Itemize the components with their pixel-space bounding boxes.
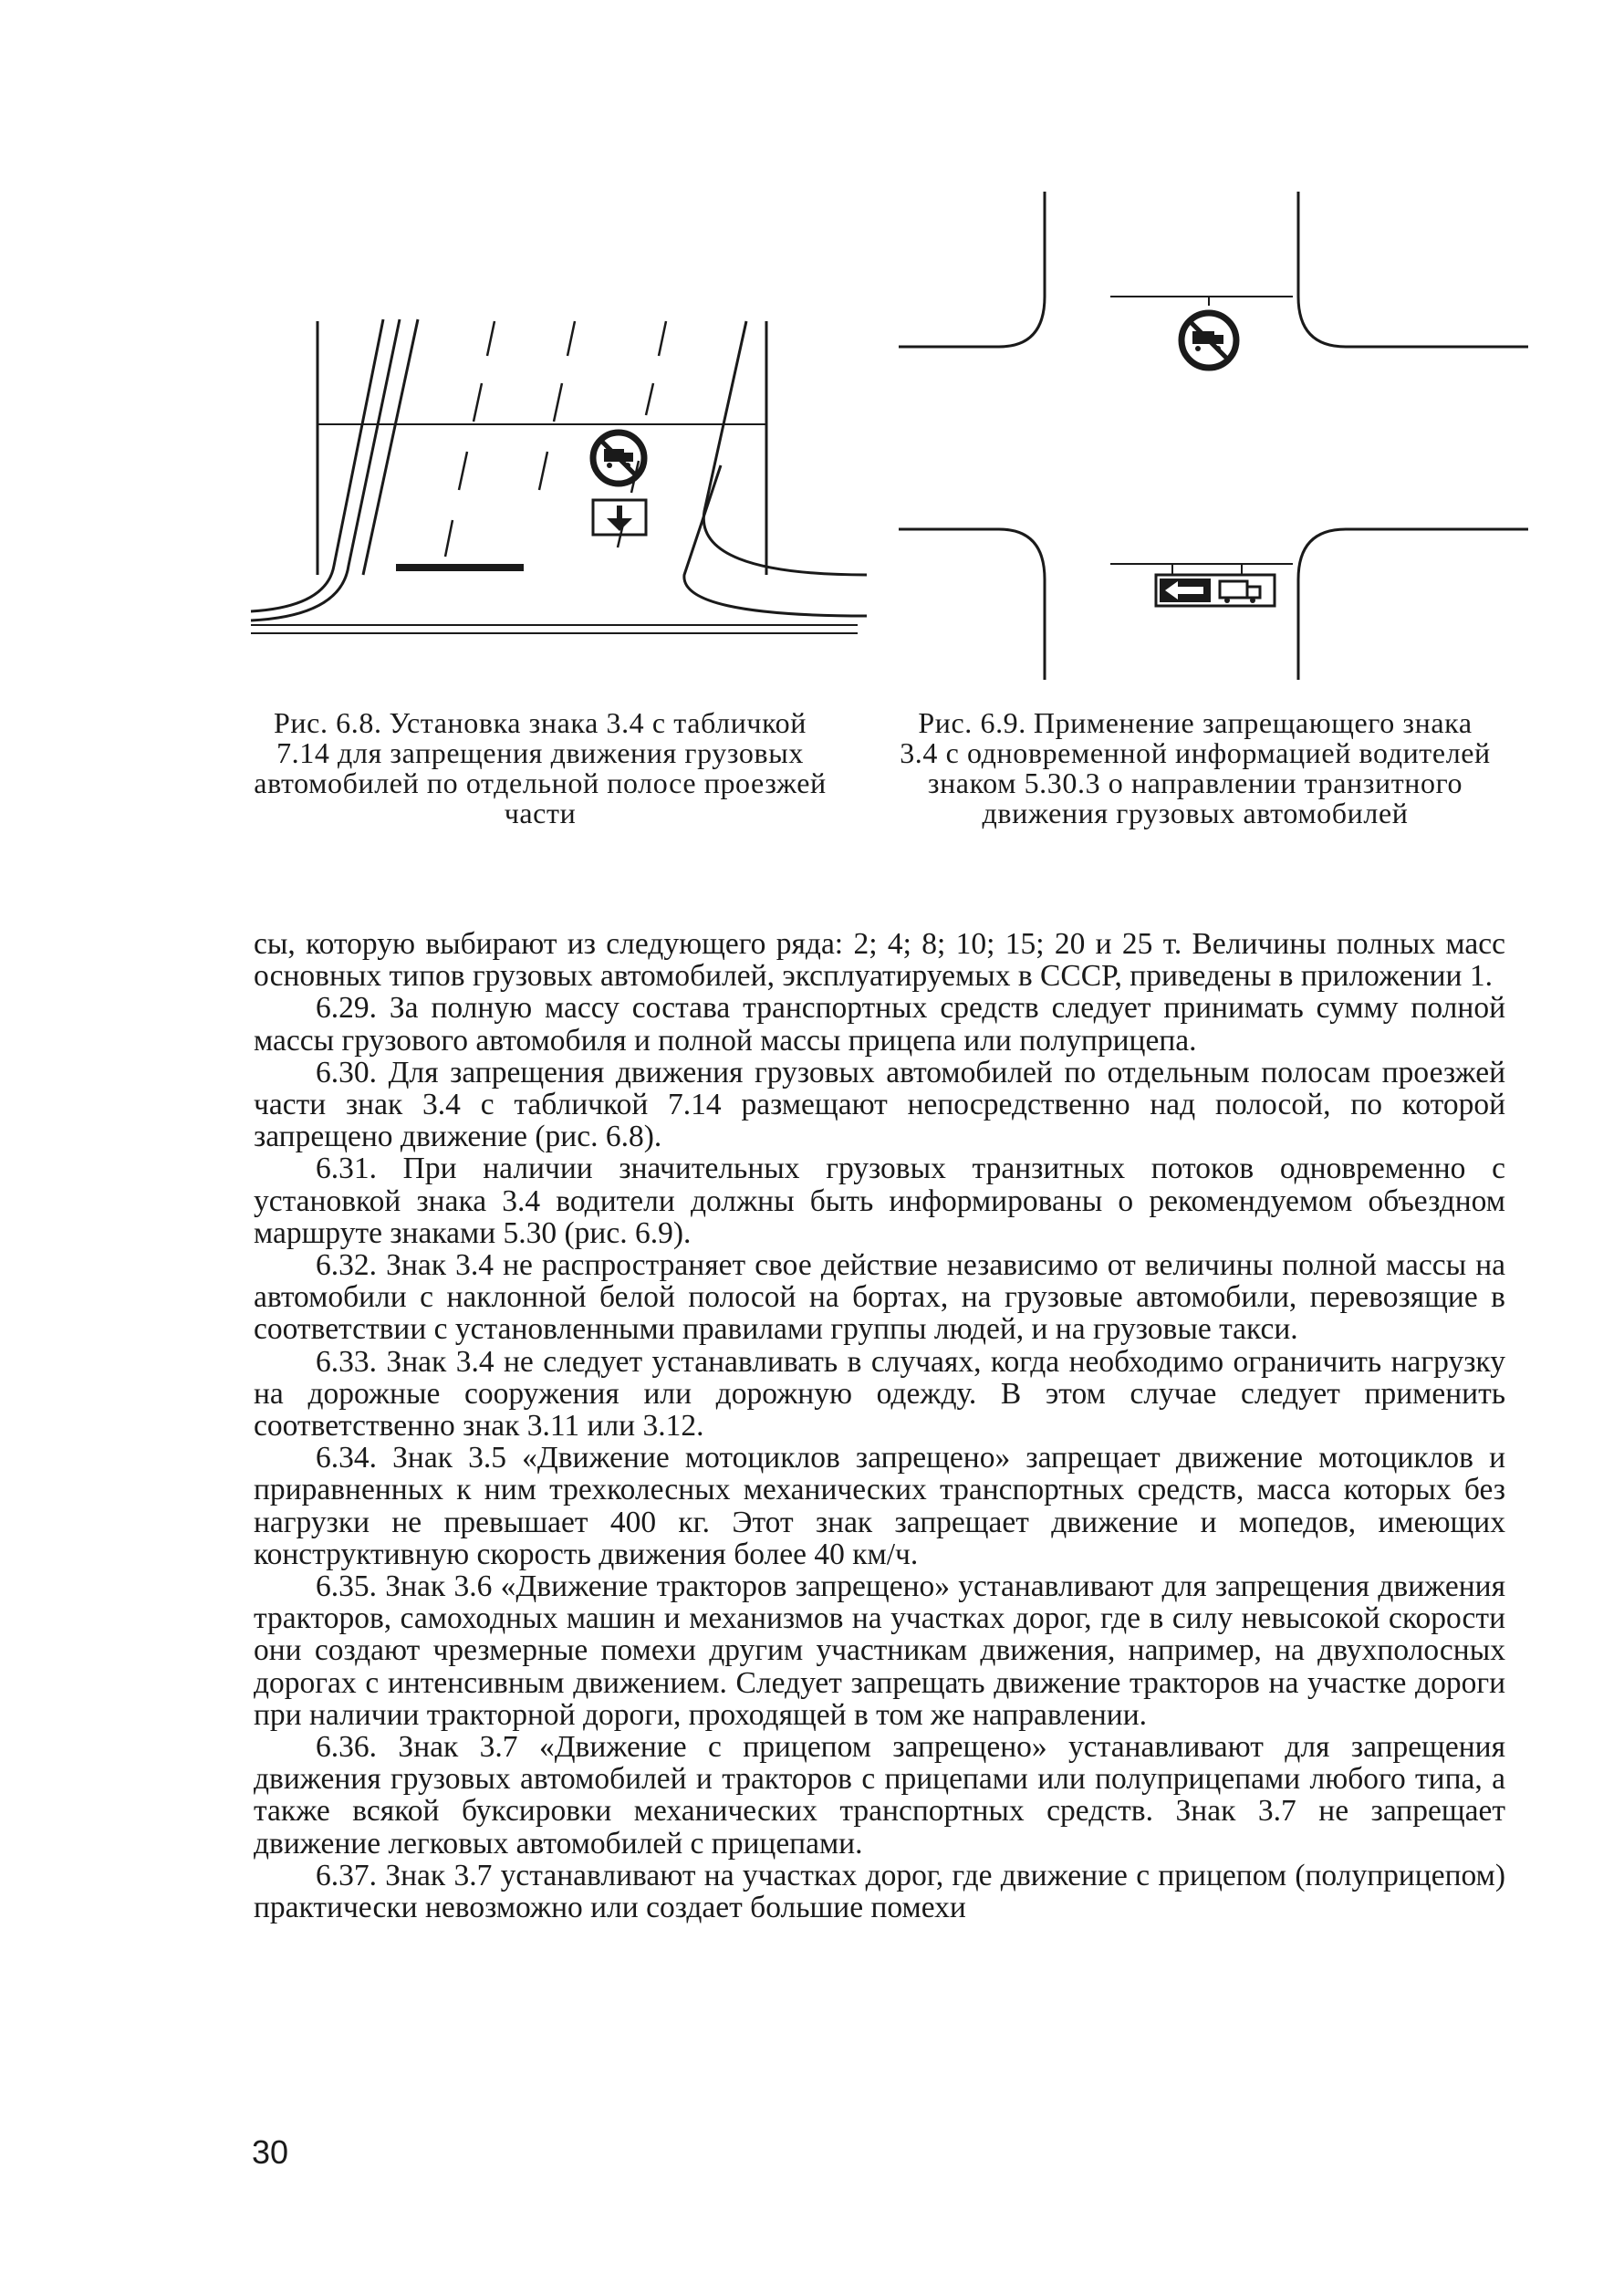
figure-6-9-caption-text: Применение запрещающего знака 3.4 с одновременной информацией водителей знаком 5.30.3 о направлении транзитного движения грузовых автомобилей (900, 706, 1491, 829)
lane-line-2 (251, 319, 400, 620)
road-corner-bottom-left (899, 529, 1045, 680)
paragraph: 6.30. Для запрещения движения грузовых автомобилей по отдельным полосам проезжей части знак 3.4 с табличкой 7.14 размещают непосредственно над полосой, по которой запрещено движение (рис. 6.8). (254, 1055, 1505, 1154)
sign-5-30-3-detour-icon (1156, 575, 1275, 606)
page-number: 30 (252, 2133, 289, 2171)
paragraph: 6.31. При наличии значительных грузовых транзитных потоков одновременно с установкой знака 3.4 водители должны быть информированы о рекомендуемом объездном маршруте знаками 5.30 (рис. 6.9). (254, 1152, 1505, 1250)
dashed-lane-marking-2 (539, 321, 575, 490)
figure-6-8-caption (248, 708, 832, 829)
road-corner-top-left (899, 192, 1045, 347)
sign-3-4-icon (593, 433, 644, 484)
plate-7-14-arrow-down-icon (593, 500, 646, 535)
figure-6-8-caption-text: Установка знака 3.4 с табличкой 7.14 для запрещения движения грузовых автомобилей по отдельной полосе проезжей части (254, 706, 827, 829)
figure-6-9-diagram (899, 187, 1528, 698)
sign-3-4-top-icon (1182, 313, 1236, 368)
paragraph: 6.34. Знак 3.5 «Движение мотоциклов запрещено» запрещает движение мотоциклов и приравненных к ним трехколесных механических транспортных средств, масса которых без нагрузки не превышает 400 кг. Этот знак запрещает движение и мопедов, имеющих конструктивную скорость движения более 40 км/ч. (254, 1441, 1505, 1571)
paragraph: сы, которую выбирают из следующего ряда: 2; 4; 8; 10; 15; 20 и 25 т. Величины полных масс основных типов грузовых автомобилей, эксплуатируемых в СССР, приведены в приложении 1. (254, 927, 1505, 994)
figure-6-8-caption-number: Рис. 6.8. (274, 706, 382, 739)
paragraph: 6.36. Знак 3.7 «Движение с прицепом запрещено» устанавливают для запрещения движения грузовых автомобилей и тракторов с прицепами или полуприцепами любого типа, а также всякой буксировки механических транспортных средств. Знак 3.7 не запрещает движение легковых автомобилей с прицепами. (254, 1730, 1505, 1861)
body-text (254, 928, 1505, 1923)
lane-line-right (703, 321, 867, 575)
paragraph: 6.37. Знак 3.7 устанавливают на участках дорог, где движение с прицепом (полуприцепом) практически невозможно или создает большие помехи (254, 1858, 1505, 1925)
road-corner-bottom-right (1298, 529, 1528, 680)
figure-6-8-diagram (246, 301, 867, 648)
paragraph: 6.33. Знак 3.4 не следует устанавливать в случаях, когда необходимо ограничить нагрузку на дорожные сооружения или дорожную одежду. В этом случае следует применить соответственно знак 3.11 или 3.12. (254, 1344, 1505, 1444)
road-corner-top-right (1298, 192, 1528, 347)
paragraph: 6.35. Знак 3.6 «Движение тракторов запрещено» устанавливают для запрещения движения тракторов, самоходных машин и механизмов на участках дорог, где в силу невысокой скорости они создают чрезмерные помехи другим участникам движения, например, на двухполосных дорогах с интенсивным движением. Следует запрещать движение тракторов на участке дороги при наличии тракторной дороги, проходящей в том же направлении. (254, 1569, 1505, 1732)
dashed-lane-marking-1 (445, 321, 494, 557)
paragraph: 6.29. За полную массу состава транспортных средств следует принимать сумму полной массы грузового автомобиля и полной массы прицепа или полуприцепа. (254, 991, 1505, 1058)
figure-6-9-caption-number: Рис. 6.9. (918, 706, 1026, 739)
figure-6-9-caption (899, 708, 1492, 829)
paragraph: 6.32. Знак 3.4 не распространяет свое действие независимо от величины полной массы на автомобили с наклонной белой полосой на бортах, на грузовые автомобили, перевозящие в соответствии с установленными правилами группы людей, и на грузовые такси. (254, 1248, 1505, 1347)
